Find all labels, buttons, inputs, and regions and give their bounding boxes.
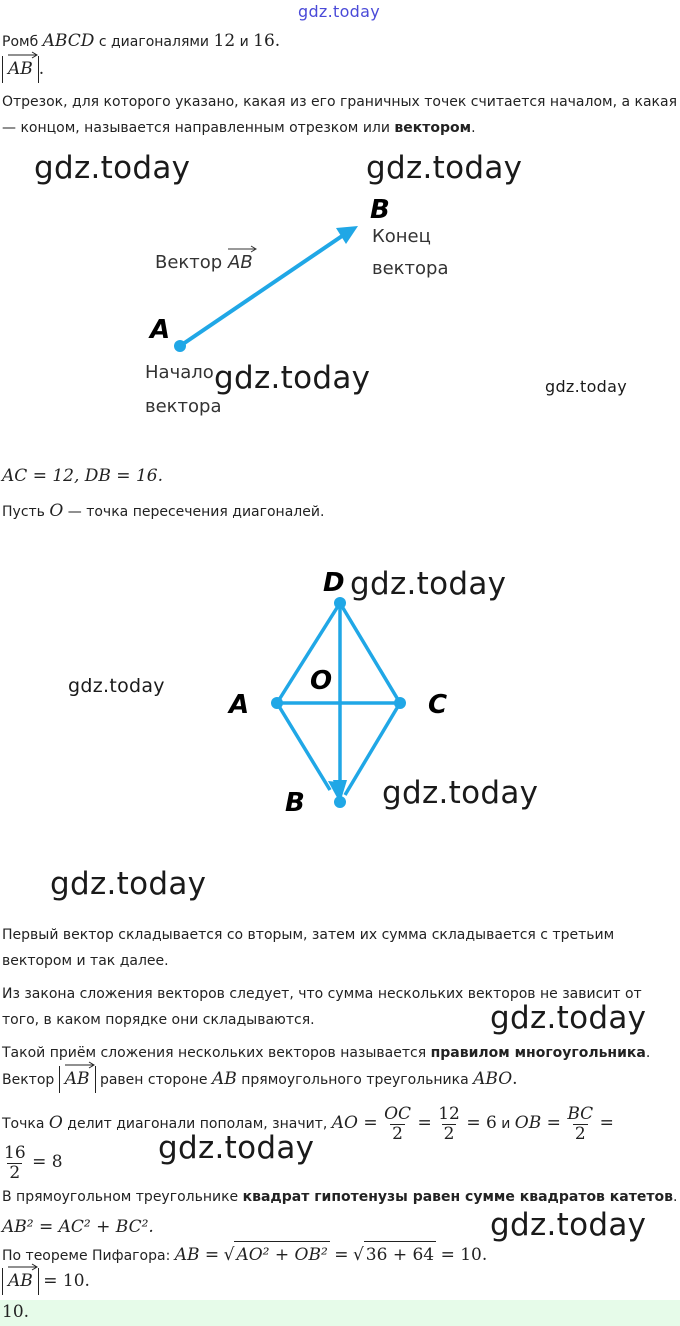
answer-box (0, 1300, 680, 1326)
point-o: O (48, 1113, 63, 1133)
statement-text: и (239, 34, 249, 50)
label-c: C (428, 690, 448, 720)
side-dc (340, 603, 400, 703)
end-label-1: Конец (372, 226, 431, 247)
label-b: B (370, 195, 390, 225)
diagonal-1: 12 (213, 31, 236, 51)
vector-label-name: AB (228, 252, 253, 273)
triangle-abo: ABO (473, 1069, 513, 1089)
label-o: O (310, 666, 333, 696)
vector-arrowhead (336, 226, 358, 244)
p4-text: Вектор (2, 1072, 55, 1088)
ob-eq: OB = (514, 1113, 561, 1133)
abs-vector (2, 1268, 39, 1295)
watermark-top: gdz.today (298, 2, 380, 21)
frac-bc-2 (567, 1105, 593, 1144)
p5-text: делит диагонали пополам, значит, (67, 1116, 328, 1132)
let-text: Пусть (2, 504, 45, 520)
ab-eq: AB = (174, 1245, 220, 1265)
vector-ab (277, 703, 330, 790)
result-line (2, 1268, 90, 1295)
den: 2 (443, 1123, 455, 1144)
p8-text: По теореме Пифагора: (2, 1248, 171, 1264)
para-4: Вектор AB равен стороне AB прямоугольного треугольника ABO. (2, 1066, 518, 1093)
watermark: gdz.today (214, 360, 371, 396)
start-point (174, 340, 186, 352)
p4-text: равен стороне (99, 1072, 208, 1088)
given-equation: AC = 12, DB = 16. (2, 466, 163, 486)
punct: . (471, 120, 476, 136)
para-5: Точка O делит диагонали пополам, значит, AO = $\frac{OC}{2}$ = $\frac{12}{2}$ = 6 и OB = $\frac{BC}{2}$ = (2, 1103, 614, 1144)
watermark: gdz.today (350, 566, 507, 602)
diagonal-2: 16. (253, 31, 281, 51)
p6-term: квадрат гипотенузы равен сумме квадратов катетов (242, 1189, 673, 1205)
frac-12-2 (438, 1105, 460, 1144)
para-3 (2, 1040, 650, 1066)
p5-text: Точка (2, 1116, 45, 1132)
num: BC (567, 1103, 594, 1124)
frac-oc-2 (384, 1105, 411, 1144)
num: 12 (438, 1103, 460, 1124)
para-5-cont (2, 1142, 63, 1183)
result-6: = 6 (466, 1113, 497, 1133)
num: OC (384, 1103, 412, 1124)
p5-text: и (501, 1116, 511, 1132)
p6-text: В прямоугольном треугольнике (2, 1189, 243, 1205)
abs-vector (2, 56, 39, 83)
definition-line-1: Отрезок, для которого указано, какая из его граничных точек считается началом, а какая (2, 94, 678, 110)
def-text: — концом, называется направленным отрезком или (2, 120, 395, 136)
end-label-2: вектора (372, 258, 449, 279)
result-8: = 8 (32, 1152, 63, 1172)
punct: . (672, 1189, 678, 1205)
punct: . (645, 1045, 651, 1061)
watermark: gdz.today (34, 150, 191, 186)
sqrt-arg-1: AO² + OB² (234, 1241, 329, 1268)
problem-question (2, 56, 44, 83)
p4-text: прямоугольного треугольника (241, 1072, 469, 1088)
start-label-1: Начало (145, 362, 214, 383)
den: 2 (9, 1162, 21, 1183)
punct: . (38, 59, 45, 79)
den: 2 (392, 1123, 403, 1144)
start-label-2: вектора (145, 396, 222, 417)
point-o: O (49, 501, 64, 521)
watermark: gdz.today (545, 377, 627, 396)
watermark: gdz.today (158, 1130, 315, 1166)
let-text: — точка пересечения диагоналей. (67, 504, 325, 520)
ao-eq: AO = (331, 1113, 378, 1133)
p3-term: правилом многоугольника (430, 1045, 646, 1061)
num: 16 (4, 1142, 26, 1163)
eq: = (334, 1245, 349, 1265)
side-ab: AB (212, 1069, 237, 1089)
para-2-line-1: Из закона сложения векторов следует, что сумма нескольких векторов не зависит от (2, 986, 642, 1002)
final-value: = 10. (43, 1271, 90, 1291)
def-term: вектором (394, 120, 472, 136)
label-a: A (150, 315, 171, 345)
vector-name: AB (8, 59, 33, 79)
problem-statement (2, 28, 280, 55)
statement-text: Ромб (2, 34, 39, 50)
vector-name: AB (64, 1069, 90, 1089)
answer-value: 10. (2, 1302, 30, 1322)
statement-text: с диагоналями (98, 34, 210, 50)
let-statement (2, 498, 324, 525)
para-8: По теореме Пифагора: AB = √ AO² + OB² = √ 36 + 64 = 10. (2, 1241, 487, 1269)
frac-16-2 (4, 1144, 26, 1183)
watermark: gdz.today (366, 150, 523, 186)
rhombus-name: ABCD (42, 31, 95, 51)
vector-label: Вектор (155, 252, 223, 273)
label-b: B (285, 788, 305, 818)
sqrt-arg-2: 36 + 64 (364, 1241, 436, 1268)
para-2-line-2: того, в каком порядке они складываются. (2, 1012, 315, 1028)
watermark: gdz.today (382, 775, 539, 811)
watermark: gdz.today (490, 1207, 647, 1243)
pythagoras-equation: AB² = AC² + BC². (2, 1217, 154, 1237)
p3-text: Такой приём сложения нескольких векторов называется (2, 1045, 431, 1061)
para-1-line-2: вектором и так далее. (2, 953, 169, 969)
label-d: D (323, 568, 345, 598)
watermark: gdz.today (68, 675, 165, 697)
label-a: A (229, 690, 250, 720)
definition-line-2 (2, 115, 476, 141)
watermark: gdz.today (50, 866, 207, 902)
para-1-line-1: Первый вектор складывается со вторым, затем их сумма складывается с третьим (2, 927, 615, 943)
abs-vector (59, 1066, 96, 1093)
den: 2 (574, 1123, 586, 1144)
vector-name: AB (8, 1271, 33, 1291)
result-10: = 10. (440, 1245, 488, 1265)
vector-ab-line (180, 234, 345, 346)
watermark: gdz.today (490, 1000, 647, 1036)
